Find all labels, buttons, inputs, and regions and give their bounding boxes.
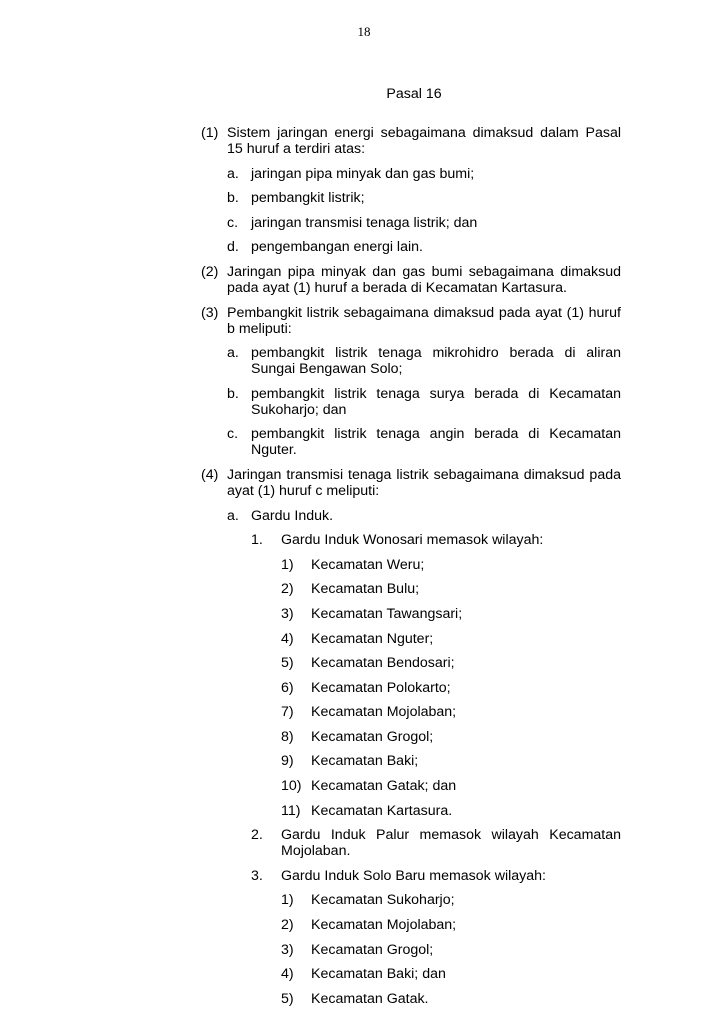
list-item xyxy=(227,166,621,182)
item-marker: 5) xyxy=(281,990,294,1007)
list-item xyxy=(281,680,621,696)
item-text: Sistem jaringan energi sebagaimana dimaksud dalam Pasal 15 huruf a terdiri atas: xyxy=(227,125,621,157)
list-item xyxy=(201,264,621,296)
item-text: Kecamatan Polokarto; xyxy=(311,679,451,696)
list-item xyxy=(281,729,621,745)
list-item xyxy=(281,606,621,622)
item-text: Kecamatan Baki; xyxy=(311,753,419,770)
item-text: Kecamatan Grogol; xyxy=(311,941,434,958)
item-marker: 6) xyxy=(281,679,294,696)
item-marker: (4) xyxy=(201,466,219,483)
item-text: Kecamatan Gatak. xyxy=(311,990,429,1007)
list-item xyxy=(281,942,621,958)
item-marker: 7) xyxy=(281,704,294,721)
item-marker: d. xyxy=(227,239,239,256)
list-item xyxy=(281,991,621,1007)
item-marker: (2) xyxy=(201,263,219,280)
item-marker: 2) xyxy=(281,917,294,934)
list-item xyxy=(251,532,621,548)
item-text: Kecamatan Gatak; dan xyxy=(311,778,457,795)
list-item xyxy=(281,917,621,933)
list-item xyxy=(251,827,621,859)
item-marker: 2. xyxy=(251,827,263,844)
item-marker: 8) xyxy=(281,728,294,745)
item-text: pembangkit listrik tenaga angin berada di Kecamatan Nguter. xyxy=(251,426,621,459)
list-item xyxy=(227,386,621,418)
item-marker: 4) xyxy=(281,630,294,647)
list-item xyxy=(201,305,621,337)
item-text: Kecamatan Baki; dan xyxy=(311,966,446,983)
list-item xyxy=(281,704,621,720)
item-marker: 2) xyxy=(281,581,294,598)
item-marker: a. xyxy=(227,507,239,524)
item-text: Jaringan transmisi tenaga listrik sebagaimana dimaksud pada ayat (1) huruf c meliputi: xyxy=(227,466,621,499)
item-marker: 1) xyxy=(281,892,294,909)
list-item xyxy=(281,778,621,794)
item-text: pengembangan energi lain. xyxy=(251,239,423,256)
item-marker: a. xyxy=(227,165,239,182)
item-text: pembangkit listrik tenaga mikrohidro berada di aliran Sungai Bengawan Solo; xyxy=(251,345,621,378)
list-item xyxy=(227,190,621,206)
list-item xyxy=(201,467,621,499)
item-text: Kecamatan Kartasura. xyxy=(311,802,453,819)
list-item xyxy=(251,868,621,884)
item-marker: 5) xyxy=(281,655,294,672)
item-marker: 3. xyxy=(251,867,263,884)
item-text: Gardu Induk Wonosari memasok wilayah: xyxy=(281,532,544,549)
item-text: pembangkit listrik; xyxy=(251,190,365,207)
list-item xyxy=(281,892,621,908)
list-item xyxy=(227,215,621,231)
item-marker: b. xyxy=(227,190,239,207)
item-marker: 3) xyxy=(281,941,294,958)
item-text: Gardu Induk Solo Baru memasok wilayah: xyxy=(281,867,546,884)
item-text: Kecamatan Mojolaban; xyxy=(311,704,457,721)
item-marker: 1. xyxy=(251,532,263,549)
list-item xyxy=(201,125,621,157)
list-item xyxy=(227,345,621,377)
item-marker: 1) xyxy=(281,556,294,573)
item-marker: a. xyxy=(227,345,239,362)
item-text: jaringan transmisi tenaga listrik; dan xyxy=(251,214,478,231)
list-item xyxy=(281,557,621,573)
item-text: Pembangkit listrik sebagaimana dimaksud pada ayat (1) huruf b meliputi: xyxy=(227,304,621,337)
page-number: 18 xyxy=(357,24,371,39)
list-item xyxy=(281,966,621,982)
item-marker: b. xyxy=(227,385,239,402)
list-item xyxy=(227,508,621,524)
item-text: Kecamatan Nguter; xyxy=(311,630,434,647)
item-marker: c. xyxy=(227,214,239,231)
item-text: Gardu Induk Palur memasok wilayah Kecamatan Mojolaban. xyxy=(281,827,621,860)
item-text: Kecamatan Mojolaban; xyxy=(311,917,457,934)
item-text: jaringan pipa minyak dan gas bumi; xyxy=(251,165,475,182)
list-item xyxy=(281,803,621,819)
item-marker: 4) xyxy=(281,966,294,983)
item-marker: c. xyxy=(227,426,239,443)
item-marker: 11) xyxy=(281,802,301,819)
list-item xyxy=(227,239,621,255)
list-item xyxy=(281,581,621,597)
item-text: Kecamatan Tawangsari; xyxy=(311,605,463,622)
list-item xyxy=(281,631,621,647)
list-item xyxy=(227,426,621,458)
item-text: pembangkit listrik tenaga surya berada di Kecamatan Sukoharjo; dan xyxy=(251,385,621,418)
item-text: Jaringan pipa minyak dan gas bumi sebagaimana dimaksud pada ayat (1) huruf a berada di Kecamatan Kartasura. xyxy=(227,263,621,296)
article-body xyxy=(201,125,621,1015)
list-item xyxy=(281,753,621,769)
item-text: Kecamatan Bulu; xyxy=(311,581,420,598)
item-marker: 9) xyxy=(281,753,294,770)
item-text: Kecamatan Sukoharjo; xyxy=(311,892,455,909)
item-marker: 3) xyxy=(281,605,294,622)
item-text: Kecamatan Weru; xyxy=(311,556,425,573)
article-title: Pasal 16 xyxy=(386,86,442,102)
item-text: Kecamatan Bendosari; xyxy=(311,655,455,672)
list-item xyxy=(281,655,621,671)
item-marker: (1) xyxy=(201,125,219,141)
item-marker: (3) xyxy=(201,304,219,321)
item-text: Kecamatan Grogol; xyxy=(311,728,434,745)
item-text: Gardu Induk. xyxy=(251,507,334,524)
item-marker: 10) xyxy=(281,778,302,795)
